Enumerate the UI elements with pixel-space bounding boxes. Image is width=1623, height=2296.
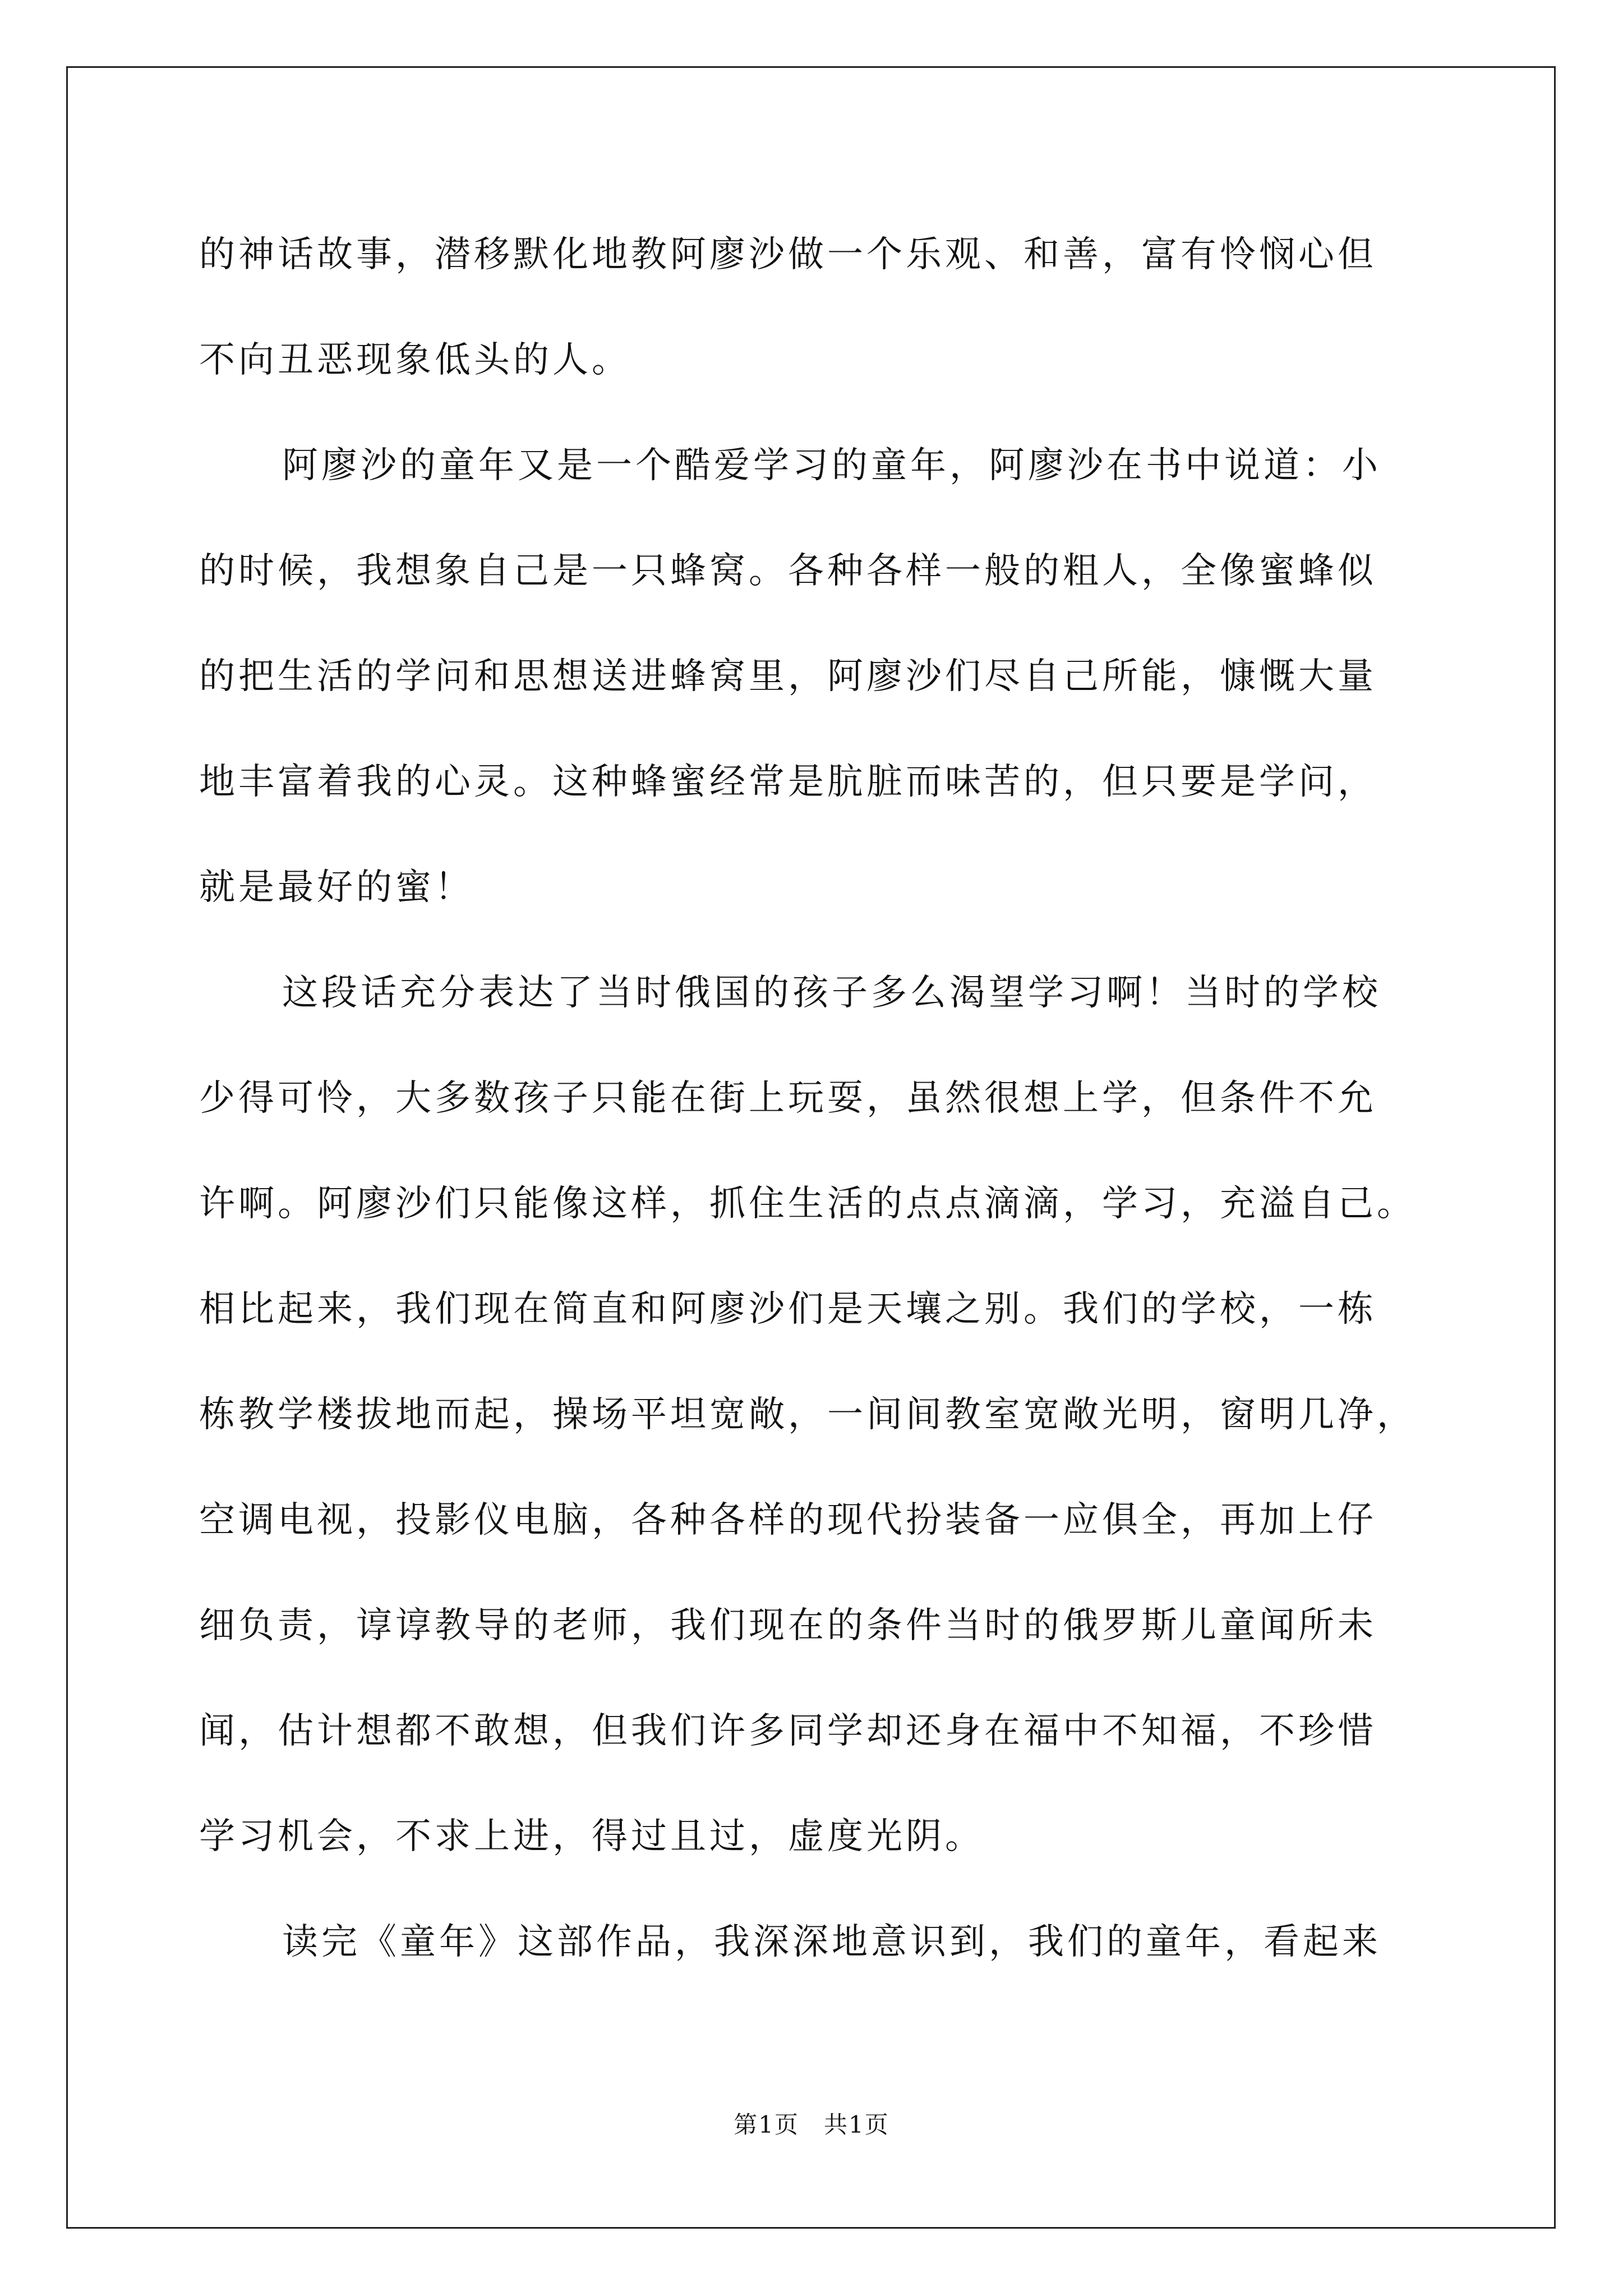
text-line: 学习机会，不求上进，得过且过，虚度光阴。 <box>199 1816 984 1857</box>
text-line: 阿廖沙的童年又是一个酷爱学习的童年，阿廖沙在书中说道：小 <box>282 445 1381 486</box>
text-line: 这段话充分表达了当时俄国的孩子多么渴望学习啊！当时的学校 <box>282 972 1381 1014</box>
text-line: 就是最好的蜜！ <box>199 867 474 908</box>
body-text <box>199 202 1433 1995</box>
text-line: 地丰富着我的心灵。这种蜂蜜经常是肮脏而味苦的，但只要是学问， <box>199 761 1377 803</box>
page-number: 第1页 共1页 <box>734 2111 889 2138</box>
text-line: 空调电视，投影仪电脑，各种各样的现代扮装备一应俱全，再加上仔 <box>199 1499 1377 1541</box>
text-line: 栋教学楼拔地而起，操场平坦宽敞，一间间教室宽敞光明，窗明几净， <box>199 1394 1416 1435</box>
text-line: 相比起来，我们现在简直和阿廖沙们是天壤之别。我们的学校，一栋 <box>199 1289 1377 1330</box>
text-line: 读完《童年》这部作品，我深深地意识到，我们的童年，看起来 <box>282 1921 1381 1963</box>
text-line: 闻，估计想都不敢想，但我们许多同学却还身在福中不知福，不珍惜 <box>199 1710 1377 1752</box>
text-line: 许啊。阿廖沙们只能像这样，抓住生活的点点滴滴，学习，充溢自己。 <box>199 1183 1416 1225</box>
text-line: 细负责，谆谆教导的老师，我们现在的条件当时的俄罗斯儿童闻所未 <box>199 1605 1377 1646</box>
text-line: 少得可怜，大多数孩子只能在街上玩耍，虽然很想上学，但条件不允 <box>199 1078 1377 1119</box>
text-line: 的时候，我想象自己是一只蜂窝。各种各样一般的粗人，全像蜜蜂似 <box>199 550 1377 592</box>
text-line: 的神话故事，潜移默化地教阿廖沙做一个乐观、和善，富有怜悯心但 <box>199 234 1377 275</box>
text-line: 不向丑恶现象低头的人。 <box>199 339 631 381</box>
text-line: 的把生活的学问和思想送进蜂窝里，阿廖沙们尽自己所能，慷慨大量 <box>199 656 1377 697</box>
